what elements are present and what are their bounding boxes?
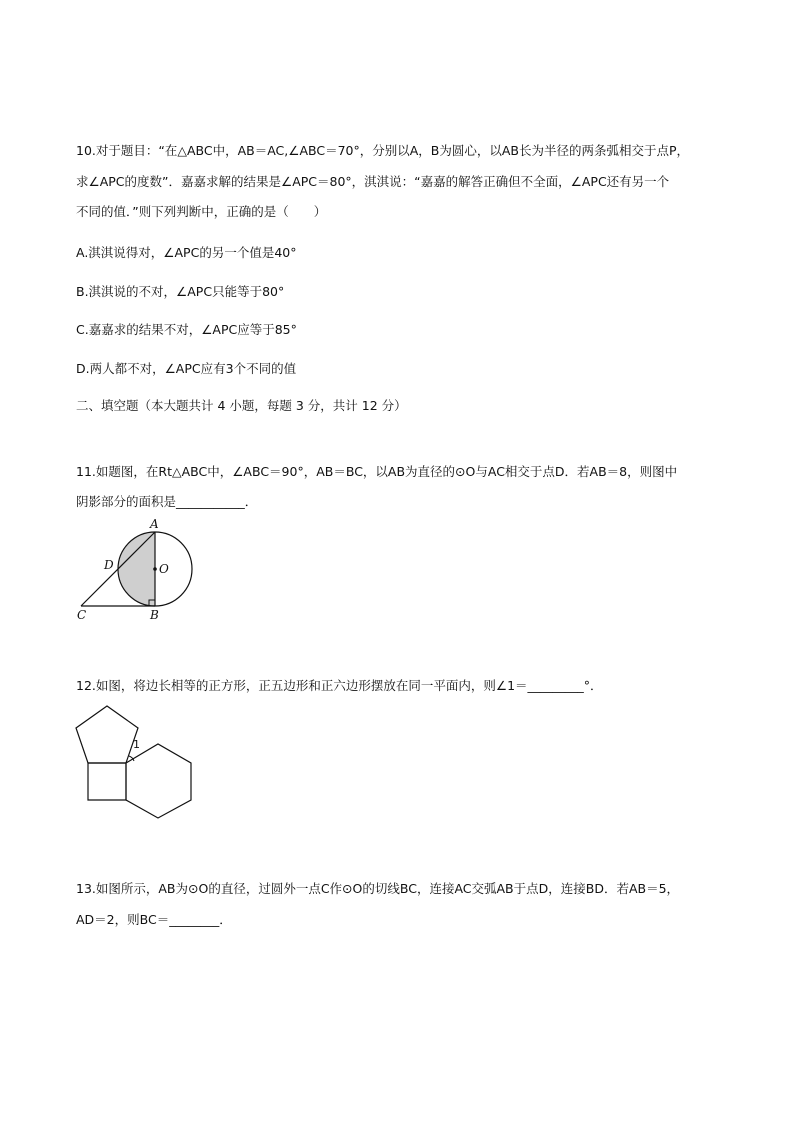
q10-line-2: 求∠APC的度数”．嘉嘉求解的结果是∠APC＝80°，淇淇说：“嘉嘉的解答正确但不全面，∠APC还有另一个 — [76, 174, 670, 189]
q10-option-a: A.淇淇说得对，∠APC的另一个值是40° — [76, 245, 297, 260]
q11-label-c: C — [77, 608, 87, 622]
q10-option-b: B.淇淇说的不对，∠APC只能等于80° — [76, 284, 285, 299]
q11-line-1: 11.如题图，在Rt△ABC中，∠ABC＝90°，AB＝BC，以AB为直径的⊙O与AC相交于点D．若AB＝8，则图中 — [76, 464, 678, 479]
q11-label-b: B — [150, 608, 159, 622]
section-heading: 二、填空题（本大题共计 4 小题，每题 3 分，共计 12 分） — [76, 398, 407, 413]
q11-label-a: A — [150, 517, 159, 531]
q12-line-1: 12.如图，将边长相等的正方形，正五边形和正六边形摆放在同一平面内，则∠1＝_________°． — [76, 678, 603, 693]
q12-hexagon — [126, 744, 191, 818]
q10-line-3: 不同的值．”则下列判断中，正确的是（ ） — [76, 204, 327, 219]
q10-option-d: D.两人都不对，∠APC应有3个不同的值 — [76, 361, 297, 376]
q11-line-2: 阴影部分的面积是___________． — [76, 494, 258, 509]
q13-line-2: AD＝2，则BC＝________． — [76, 912, 232, 927]
q11-label-o: O — [159, 562, 169, 576]
q11-label-d: D — [104, 558, 114, 572]
q13-line-1: 13.如图所示，AB为⊙O的直径，过圆外一点C作⊙O的切线BC，连接AC交弧AB于点D，连接BD．若AB＝5， — [76, 881, 680, 896]
q11-figure — [70, 514, 200, 624]
q12-pentagon — [76, 706, 138, 763]
q11-shaded-region — [119, 532, 155, 606]
q12-square — [88, 763, 126, 800]
q12-figure — [70, 700, 200, 825]
q10-line-1: 10.对于题目：“在△ABC中，AB＝AC,∠ABC＝70°，分别以A，B为圆心，以AB长为半径的两条弧相交于点P， — [76, 143, 690, 158]
q10-option-c: C.嘉嘉求的结果不对，∠APC应等于85° — [76, 322, 297, 337]
q12-angle-label: 1 — [133, 738, 140, 751]
q11-center-dot — [153, 567, 157, 571]
